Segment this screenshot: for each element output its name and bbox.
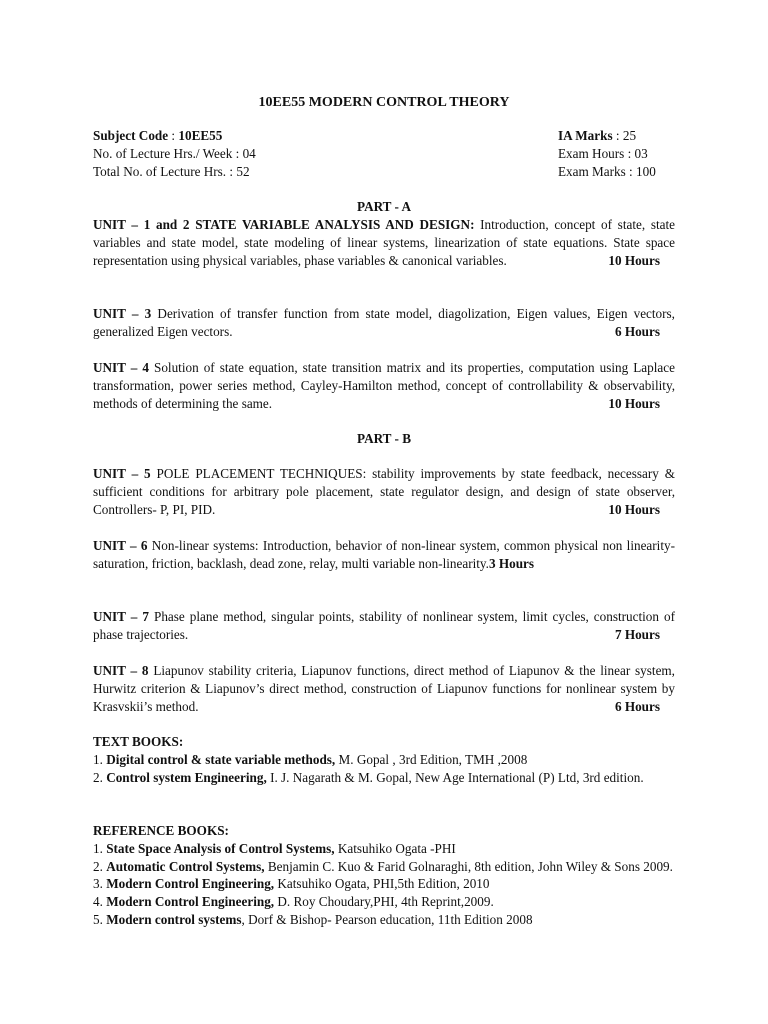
unit-label: UNIT – 1 and 2 STATE VARIABLE ANALYSIS AND DESIGN: (93, 217, 475, 232)
unit-text: Introduction, concept of state, state variables and state model, state modeling of linear systems, linearization of state equations. State space representation using physical variables, phase variables & canonical variables. (93, 217, 676, 268)
book-item (93, 751, 675, 769)
book-title: Modern Control Engineering, (106, 894, 275, 910)
unit-hours: 10 Hours (608, 252, 660, 268)
unit-label: UNIT – 7 (93, 609, 149, 624)
unit-label: UNIT – 6 (93, 538, 148, 553)
subject-code-label: Subject Code (93, 128, 169, 143)
course-info-right (558, 127, 718, 180)
unit-text: Derivation of transfer function from state model, diagolization, Eigen values, Eigen vectors, generalized Eigen vectors. (93, 306, 675, 339)
book-title: Modern Control Engineering, (106, 876, 275, 892)
page-title: 10EE55 MODERN CONTROL THEORY (258, 95, 510, 110)
unit-text: Phase plane method, singular points, stability of nonlinear system, limit cycles, construction of phase trajectories. (93, 609, 675, 642)
unit-label: UNIT – 4 (93, 360, 149, 375)
subject-code (93, 127, 393, 145)
book-number: 2. (93, 858, 107, 874)
book-number: 4. (93, 894, 107, 910)
unit-hours: 10 Hours (608, 501, 660, 517)
unit-1-2 (93, 216, 675, 269)
lecture-hours-week: No. of Lecture Hrs./ Week : 04 (93, 145, 256, 161)
unit-5 (93, 465, 675, 518)
subject-code-sep: : (168, 128, 179, 143)
ia-marks-label: IA Marks (558, 128, 613, 143)
unit-text: Liapunov stability criteria, Liapunov functions, direct method of Liapunov & the linear system, Hurwitz criterion & Liapunov’s direct method, construction of Liapunov functions for nonlinear system by Krasvskii’s method. (93, 663, 675, 714)
book-item (93, 769, 675, 787)
unit-hours: 3 Hours (488, 555, 535, 571)
book-number: 3. (93, 876, 107, 892)
book-number: 5. (93, 911, 107, 927)
unit-text: Non-linear systems: Introduction, behavior of non-linear system, common physical non linearity-saturation, friction, backlash, dead zone, relay, multi variable non-linearity. (93, 538, 675, 571)
book-details: D. Roy Choudary,PHI, 4th Reprint,2009. (274, 894, 494, 910)
book-title: Automatic Control Systems, (106, 858, 265, 874)
exam-hours: Exam Hours : 03 (558, 145, 648, 161)
unit-hours: 10 Hours (608, 395, 660, 411)
text-books-section (93, 733, 675, 786)
book-title: Control system Engineering, (106, 769, 267, 785)
book-title: Modern control systems (106, 911, 242, 927)
unit-hours: 6 Hours (614, 698, 660, 714)
unit-6 (93, 537, 675, 573)
book-item (93, 875, 675, 893)
book-item (93, 911, 675, 929)
book-item (93, 893, 675, 911)
part-b-heading: PART - B (357, 431, 411, 446)
reference-books-heading: REFERENCE BOOKS: (93, 823, 229, 838)
book-title: Digital control & state variable methods, (106, 751, 336, 767)
book-details: Katsuhiko Ogata, PHI,5th Edition, 2010 (274, 876, 490, 892)
book-details: I. J. Nagarath & M. Gopal, New Age International (P) Ltd, 3rd edition. (266, 769, 644, 785)
unit-label: UNIT – 5 (93, 466, 151, 481)
unit-8 (93, 662, 675, 715)
book-details: M. Gopal , 3rd Edition, TMH ,2008 (335, 751, 528, 767)
subject-code-value: 10EE55 (178, 128, 223, 143)
text-books-heading: TEXT BOOKS: (93, 734, 184, 749)
unit-hours: 6 Hours (614, 323, 660, 339)
total-lecture-hours: Total No. of Lecture Hrs. : 52 (93, 163, 250, 179)
unit-7 (93, 608, 675, 644)
book-item (93, 858, 675, 876)
book-details: Benjamin C. Kuo & Farid Golnaraghi, 8th edition, John Wiley & Sons 2009. (264, 858, 673, 874)
unit-text: Solution of state equation, state transition matrix and its properties, computation using Laplace transformation, power series method, Cayley-Hamilton method, concept of controllability & observability, methods of determining the same. (93, 360, 675, 411)
book-details: Katsuhiko Ogata -PHI (334, 840, 456, 856)
book-number: 1. (93, 840, 107, 856)
book-number: 2. (93, 769, 107, 785)
course-info-left (93, 127, 393, 180)
ia-marks (558, 127, 718, 145)
book-details: , Dorf & Bishop- Pearson education, 11th Edition 2008 (241, 911, 533, 927)
ia-marks-value: : 25 (612, 128, 637, 143)
unit-label: UNIT – 3 (93, 306, 152, 321)
part-a-heading: PART - A (357, 199, 411, 214)
exam-marks: Exam Marks : 100 (558, 163, 656, 179)
book-number: 1. (93, 751, 107, 767)
unit-label: UNIT – 8 (93, 663, 149, 678)
book-title: State Space Analysis of Control Systems, (106, 840, 335, 856)
reference-books-section (93, 822, 675, 929)
unit-text: POLE PLACEMENT TECHNIQUES: stability improvements by state feedback, necessary & sufficient conditions for arbitrary pole placement, state regulator design, and design of state observer, Controllers- P, PI, PID. (93, 466, 675, 517)
unit-hours: 7 Hours (614, 626, 660, 642)
book-item (93, 840, 675, 858)
unit-3 (93, 305, 675, 341)
unit-4 (93, 359, 675, 412)
